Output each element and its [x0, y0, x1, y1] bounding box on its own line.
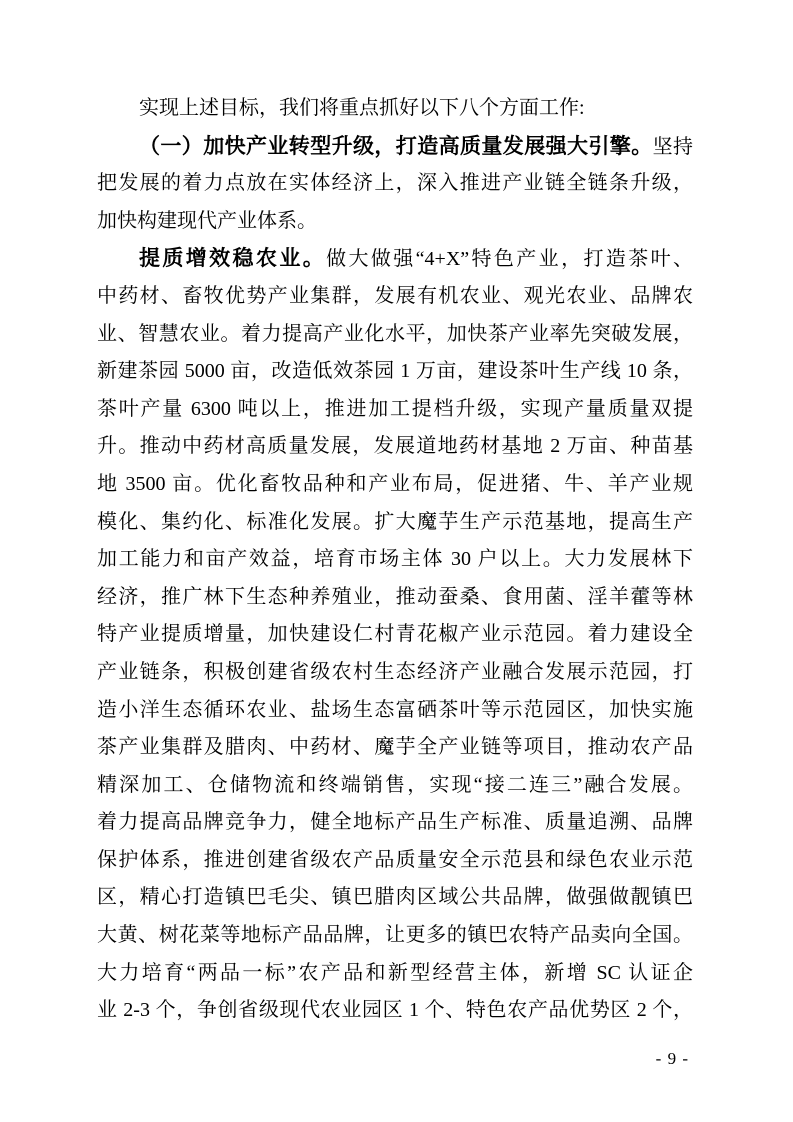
- text-line: [97, 316, 693, 354]
- paragraph: [97, 128, 693, 241]
- text-line: [97, 428, 693, 466]
- body-text: 实现上述目标，我们将重点抓好以下八个方面工作:: [139, 97, 585, 119]
- text-line: [97, 353, 693, 391]
- body-text: 产业链条，积极创建省级农村生态经济产业融合发展示范园，打: [97, 660, 693, 683]
- text-line: [97, 955, 693, 993]
- page-number: - 9 -: [655, 1049, 689, 1068]
- text-line: [97, 767, 693, 805]
- body-text: 地 3500 亩。优化畜牧品种和产业布局，促进猪、牛、羊产业规: [97, 472, 693, 495]
- body-text: 大力培育“两品一标”农产品和新型经营主体，新增 SC 认证企: [97, 961, 693, 984]
- text-line: [97, 654, 693, 692]
- heading-bold-text: 提质增效稳农业。: [139, 247, 327, 271]
- body-text: 造小洋生态循环农业、盐场生态富硒茶叶等示范园区，加快实施: [97, 698, 693, 721]
- document-body: [97, 90, 693, 1030]
- text-line: [97, 804, 693, 842]
- text-line: [97, 504, 693, 542]
- text-line: [97, 128, 693, 166]
- text-line: [97, 616, 693, 654]
- text-line: [97, 278, 693, 316]
- body-text: 经济，推广林下生态种养殖业，推动蚕桑、食用菌、淫羊藿等林: [97, 585, 693, 608]
- paragraph: [97, 90, 693, 128]
- text-line: [97, 240, 693, 278]
- paragraph: [97, 240, 693, 1029]
- heading-bold-text: （一）加快产业转型升级，打造高质量发展强大引擎。: [139, 134, 653, 158]
- text-line: [97, 203, 693, 241]
- body-text: 精深加工、仓储物流和终端销售，实现“接二连三”融合发展。: [97, 773, 693, 796]
- body-text: 茶产业集群及腊肉、中药材、魔芋全产业链等项目，推动农产品: [97, 736, 693, 759]
- text-line: [97, 579, 693, 617]
- body-text: 中药材、畜牧优势产业集群，发展有机农业、观光农业、品牌农: [97, 284, 693, 307]
- body-text: 加快构建现代产业体系。: [97, 209, 317, 232]
- text-line: [97, 992, 693, 1030]
- body-text: 做大做强“4+X”特色产业，打造茶叶、: [326, 248, 693, 271]
- text-line: [97, 729, 693, 767]
- text-line: [97, 917, 693, 955]
- text-line: [97, 466, 693, 504]
- text-line: [97, 692, 693, 730]
- text-line: [97, 90, 693, 128]
- text-line: [97, 165, 693, 203]
- text-line: [97, 541, 693, 579]
- body-text: 业 2-3 个，争创省级现代农业园区 1 个、特色农产品优势区 2 个，: [97, 999, 693, 1022]
- body-text: 特产业提质增量，加快建设仁村青花椒产业示范园。着力建设全: [97, 623, 693, 646]
- body-text: 着力提高品牌竞争力，健全地标产品生产标准、质量追溯、品牌: [97, 811, 693, 834]
- body-text: 大黄、树花菜等地标产品品牌，让更多的镇巴农特产品卖向全国。: [97, 924, 693, 947]
- text-line: [97, 842, 693, 880]
- body-text: 升。推动中药材高质量发展，发展道地药材基地 2 万亩、种苗基: [97, 435, 693, 458]
- body-text: 保护体系，推进创建省级农产品质量安全示范县和绿色农业示范: [97, 848, 693, 871]
- text-line: [97, 879, 693, 917]
- body-text: 加工能力和亩产效益，培育市场主体 30 户以上。大力发展林下: [97, 548, 693, 571]
- text-line: [97, 391, 693, 429]
- body-text: 模化、集约化、标准化发展。扩大魔芋生产示范基地，提高生产: [97, 510, 693, 533]
- body-text: 新建茶园 5000 亩，改造低效茶园 1 万亩，建设茶叶生产线 10 条，: [97, 360, 693, 383]
- body-text: 把发展的着力点放在实体经济上，深入推进产业链全链条升级，: [97, 172, 693, 195]
- body-text: 茶叶产量 6300 吨以上，推进加工提档升级，实现产量质量双提: [97, 397, 693, 420]
- body-text: 区，精心打造镇巴毛尖、镇巴腊肉区域公共品牌，做强做靓镇巴: [97, 886, 693, 909]
- body-text: 业、智慧农业。着力提高产业化水平，加快茶产业率先突破发展，: [97, 322, 693, 345]
- body-text: 坚持: [652, 135, 693, 158]
